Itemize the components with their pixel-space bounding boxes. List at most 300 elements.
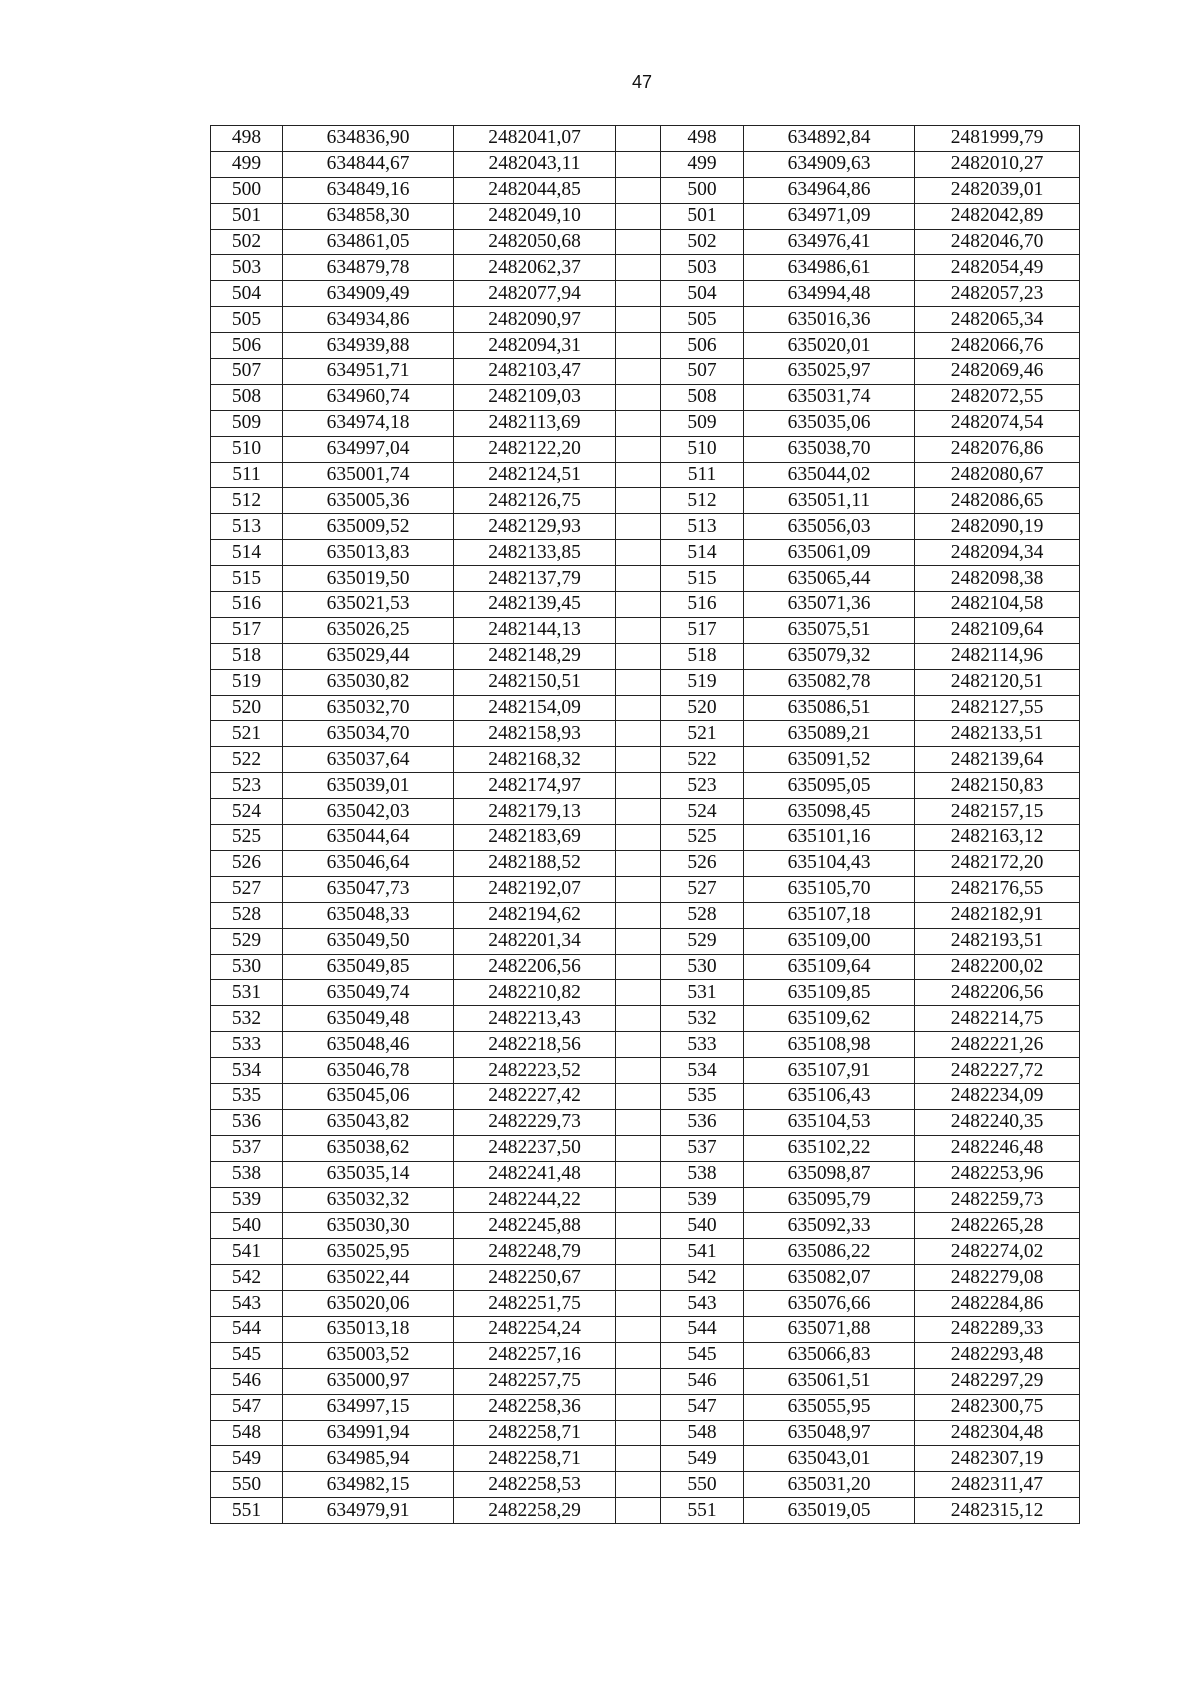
right-point-number-cell: 523 xyxy=(661,773,744,799)
left-point-number-cell: 531 xyxy=(211,980,283,1006)
left-point-number-cell: 540 xyxy=(211,1213,283,1239)
right-y-coordinate-cell: 2482259,73 xyxy=(915,1187,1080,1213)
table-row xyxy=(211,566,1080,592)
left-y-coordinate-cell: 2482154,09 xyxy=(454,695,616,721)
gap-cell xyxy=(616,1394,661,1420)
gap-cell xyxy=(616,384,661,410)
right-x-coordinate-cell: 635079,32 xyxy=(744,643,915,669)
gap-cell xyxy=(616,799,661,825)
left-y-coordinate-cell: 2482258,29 xyxy=(454,1498,616,1524)
gap-cell xyxy=(616,255,661,281)
left-x-coordinate-cell: 635001,74 xyxy=(283,462,454,488)
right-x-coordinate-cell: 635061,51 xyxy=(744,1368,915,1394)
right-point-number-cell: 530 xyxy=(661,954,744,980)
left-point-number-cell: 534 xyxy=(211,1058,283,1084)
right-y-coordinate-cell: 2482293,48 xyxy=(915,1342,1080,1368)
table-row xyxy=(211,540,1080,566)
left-point-number-cell: 545 xyxy=(211,1342,283,1368)
table-row xyxy=(211,1109,1080,1135)
table-row xyxy=(211,1420,1080,1446)
right-y-coordinate-cell: 2482069,46 xyxy=(915,359,1080,385)
left-y-coordinate-cell: 2482258,71 xyxy=(454,1420,616,1446)
table-row xyxy=(211,617,1080,643)
right-point-number-cell: 500 xyxy=(661,177,744,203)
table-row xyxy=(211,1135,1080,1161)
left-point-number-cell: 537 xyxy=(211,1135,283,1161)
right-point-number-cell: 548 xyxy=(661,1420,744,1446)
left-x-coordinate-cell: 635039,01 xyxy=(283,773,454,799)
left-x-coordinate-cell: 634960,74 xyxy=(283,384,454,410)
left-x-coordinate-cell: 634836,90 xyxy=(283,126,454,152)
right-y-coordinate-cell: 2482039,01 xyxy=(915,177,1080,203)
gap-cell xyxy=(616,643,661,669)
left-y-coordinate-cell: 2482043,11 xyxy=(454,151,616,177)
right-x-coordinate-cell: 634971,09 xyxy=(744,203,915,229)
table-row xyxy=(211,1446,1080,1472)
left-x-coordinate-cell: 635019,50 xyxy=(283,566,454,592)
gap-cell xyxy=(616,747,661,773)
right-point-number-cell: 528 xyxy=(661,902,744,928)
right-point-number-cell: 551 xyxy=(661,1498,744,1524)
right-point-number-cell: 535 xyxy=(661,1083,744,1109)
table-row xyxy=(211,928,1080,954)
left-y-coordinate-cell: 2482227,42 xyxy=(454,1083,616,1109)
left-point-number-cell: 546 xyxy=(211,1368,283,1394)
left-x-coordinate-cell: 635045,06 xyxy=(283,1083,454,1109)
left-x-coordinate-cell: 635029,44 xyxy=(283,643,454,669)
left-x-coordinate-cell: 634849,16 xyxy=(283,177,454,203)
left-point-number-cell: 550 xyxy=(211,1472,283,1498)
left-x-coordinate-cell: 635042,03 xyxy=(283,799,454,825)
table-row xyxy=(211,721,1080,747)
right-y-coordinate-cell: 2482120,51 xyxy=(915,669,1080,695)
right-y-coordinate-cell: 2482300,75 xyxy=(915,1394,1080,1420)
right-y-coordinate-cell: 2482193,51 xyxy=(915,928,1080,954)
right-y-coordinate-cell: 2482042,89 xyxy=(915,203,1080,229)
gap-cell xyxy=(616,1498,661,1524)
right-point-number-cell: 527 xyxy=(661,876,744,902)
left-x-coordinate-cell: 635046,64 xyxy=(283,850,454,876)
left-x-coordinate-cell: 635038,62 xyxy=(283,1135,454,1161)
right-point-number-cell: 550 xyxy=(661,1472,744,1498)
right-point-number-cell: 508 xyxy=(661,384,744,410)
right-y-coordinate-cell: 2482284,86 xyxy=(915,1291,1080,1317)
gap-cell xyxy=(616,773,661,799)
right-y-coordinate-cell: 2482227,72 xyxy=(915,1058,1080,1084)
gap-cell xyxy=(616,1316,661,1342)
left-y-coordinate-cell: 2482126,75 xyxy=(454,488,616,514)
table-row xyxy=(211,1316,1080,1342)
right-y-coordinate-cell: 2482086,65 xyxy=(915,488,1080,514)
right-point-number-cell: 543 xyxy=(661,1291,744,1317)
gap-cell xyxy=(616,1006,661,1032)
left-y-coordinate-cell: 2482254,24 xyxy=(454,1316,616,1342)
right-point-number-cell: 533 xyxy=(661,1032,744,1058)
right-y-coordinate-cell: 2482133,51 xyxy=(915,721,1080,747)
left-y-coordinate-cell: 2482137,79 xyxy=(454,566,616,592)
coordinates-table-body xyxy=(211,126,1080,1524)
left-point-number-cell: 520 xyxy=(211,695,283,721)
right-point-number-cell: 513 xyxy=(661,514,744,540)
table-row xyxy=(211,1368,1080,1394)
right-point-number-cell: 539 xyxy=(661,1187,744,1213)
table-row xyxy=(211,436,1080,462)
left-point-number-cell: 542 xyxy=(211,1265,283,1291)
left-y-coordinate-cell: 2482090,97 xyxy=(454,307,616,333)
left-y-coordinate-cell: 2482133,85 xyxy=(454,540,616,566)
left-point-number-cell: 506 xyxy=(211,333,283,359)
left-x-coordinate-cell: 634909,49 xyxy=(283,281,454,307)
gap-cell xyxy=(616,669,661,695)
left-point-number-cell: 503 xyxy=(211,255,283,281)
left-point-number-cell: 512 xyxy=(211,488,283,514)
left-y-coordinate-cell: 2482158,93 xyxy=(454,721,616,747)
left-x-coordinate-cell: 634991,94 xyxy=(283,1420,454,1446)
right-y-coordinate-cell: 2482279,08 xyxy=(915,1265,1080,1291)
table-row xyxy=(211,643,1080,669)
left-x-coordinate-cell: 635032,32 xyxy=(283,1187,454,1213)
left-y-coordinate-cell: 2482044,85 xyxy=(454,177,616,203)
right-x-coordinate-cell: 635107,91 xyxy=(744,1058,915,1084)
table-row xyxy=(211,1394,1080,1420)
left-y-coordinate-cell: 2482213,43 xyxy=(454,1006,616,1032)
right-y-coordinate-cell: 2482172,20 xyxy=(915,850,1080,876)
left-point-number-cell: 498 xyxy=(211,126,283,152)
right-point-number-cell: 516 xyxy=(661,592,744,618)
right-x-coordinate-cell: 635107,18 xyxy=(744,902,915,928)
left-y-coordinate-cell: 2482049,10 xyxy=(454,203,616,229)
gap-cell xyxy=(616,1342,661,1368)
right-x-coordinate-cell: 635071,88 xyxy=(744,1316,915,1342)
left-y-coordinate-cell: 2482050,68 xyxy=(454,229,616,255)
right-y-coordinate-cell: 2482234,09 xyxy=(915,1083,1080,1109)
left-x-coordinate-cell: 635003,52 xyxy=(283,1342,454,1368)
left-y-coordinate-cell: 2482077,94 xyxy=(454,281,616,307)
right-point-number-cell: 503 xyxy=(661,255,744,281)
left-x-coordinate-cell: 635049,85 xyxy=(283,954,454,980)
right-x-coordinate-cell: 635019,05 xyxy=(744,1498,915,1524)
left-y-coordinate-cell: 2482194,62 xyxy=(454,902,616,928)
right-y-coordinate-cell: 2482221,26 xyxy=(915,1032,1080,1058)
right-point-number-cell: 547 xyxy=(661,1394,744,1420)
left-y-coordinate-cell: 2482168,32 xyxy=(454,747,616,773)
right-y-coordinate-cell: 2482176,55 xyxy=(915,876,1080,902)
left-point-number-cell: 517 xyxy=(211,617,283,643)
table-row xyxy=(211,281,1080,307)
left-point-number-cell: 535 xyxy=(211,1083,283,1109)
right-y-coordinate-cell: 2482289,33 xyxy=(915,1316,1080,1342)
left-y-coordinate-cell: 2482179,13 xyxy=(454,799,616,825)
right-point-number-cell: 501 xyxy=(661,203,744,229)
gap-cell xyxy=(616,1109,661,1135)
left-y-coordinate-cell: 2482148,29 xyxy=(454,643,616,669)
left-x-coordinate-cell: 635047,73 xyxy=(283,876,454,902)
table-row xyxy=(211,1083,1080,1109)
right-x-coordinate-cell: 635031,20 xyxy=(744,1472,915,1498)
right-x-coordinate-cell: 635056,03 xyxy=(744,514,915,540)
gap-cell xyxy=(616,954,661,980)
left-y-coordinate-cell: 2482122,20 xyxy=(454,436,616,462)
left-y-coordinate-cell: 2482113,69 xyxy=(454,410,616,436)
right-x-coordinate-cell: 634892,84 xyxy=(744,126,915,152)
table-row xyxy=(211,1291,1080,1317)
right-point-number-cell: 524 xyxy=(661,799,744,825)
table-row xyxy=(211,177,1080,203)
gap-cell xyxy=(616,126,661,152)
right-x-coordinate-cell: 635105,70 xyxy=(744,876,915,902)
right-y-coordinate-cell: 2482072,55 xyxy=(915,384,1080,410)
right-point-number-cell: 545 xyxy=(661,1342,744,1368)
right-point-number-cell: 514 xyxy=(661,540,744,566)
right-y-coordinate-cell: 2482311,47 xyxy=(915,1472,1080,1498)
left-point-number-cell: 508 xyxy=(211,384,283,410)
gap-cell xyxy=(616,333,661,359)
left-y-coordinate-cell: 2482251,75 xyxy=(454,1291,616,1317)
page-number: 47 xyxy=(631,72,653,92)
left-y-coordinate-cell: 2482223,52 xyxy=(454,1058,616,1084)
gap-cell xyxy=(616,151,661,177)
left-x-coordinate-cell: 635005,36 xyxy=(283,488,454,514)
right-x-coordinate-cell: 634964,86 xyxy=(744,177,915,203)
table-row xyxy=(211,902,1080,928)
left-x-coordinate-cell: 635048,33 xyxy=(283,902,454,928)
right-point-number-cell: 499 xyxy=(661,151,744,177)
left-x-coordinate-cell: 634879,78 xyxy=(283,255,454,281)
left-y-coordinate-cell: 2482248,79 xyxy=(454,1239,616,1265)
left-x-coordinate-cell: 635013,18 xyxy=(283,1316,454,1342)
right-y-coordinate-cell: 2482200,02 xyxy=(915,954,1080,980)
right-x-coordinate-cell: 635108,98 xyxy=(744,1032,915,1058)
right-point-number-cell: 505 xyxy=(661,307,744,333)
right-x-coordinate-cell: 635075,51 xyxy=(744,617,915,643)
table-row xyxy=(211,488,1080,514)
table-row xyxy=(211,747,1080,773)
table-row xyxy=(211,799,1080,825)
left-y-coordinate-cell: 2482192,07 xyxy=(454,876,616,902)
left-y-coordinate-cell: 2482250,67 xyxy=(454,1265,616,1291)
right-y-coordinate-cell: 2482182,91 xyxy=(915,902,1080,928)
left-y-coordinate-cell: 2482103,47 xyxy=(454,359,616,385)
left-y-coordinate-cell: 2482201,34 xyxy=(454,928,616,954)
table-row xyxy=(211,669,1080,695)
gap-cell xyxy=(616,617,661,643)
right-x-coordinate-cell: 635095,05 xyxy=(744,773,915,799)
right-point-number-cell: 518 xyxy=(661,643,744,669)
left-point-number-cell: 539 xyxy=(211,1187,283,1213)
table-row xyxy=(211,126,1080,152)
table-row xyxy=(211,1265,1080,1291)
right-point-number-cell: 529 xyxy=(661,928,744,954)
left-y-coordinate-cell: 2482188,52 xyxy=(454,850,616,876)
gap-cell xyxy=(616,203,661,229)
left-x-coordinate-cell: 635034,70 xyxy=(283,721,454,747)
gap-cell xyxy=(616,307,661,333)
gap-cell xyxy=(616,1239,661,1265)
gap-cell xyxy=(616,1058,661,1084)
right-point-number-cell: 510 xyxy=(661,436,744,462)
right-x-coordinate-cell: 635038,70 xyxy=(744,436,915,462)
left-point-number-cell: 529 xyxy=(211,928,283,954)
left-point-number-cell: 510 xyxy=(211,436,283,462)
right-y-coordinate-cell: 2482076,86 xyxy=(915,436,1080,462)
left-x-coordinate-cell: 634858,30 xyxy=(283,203,454,229)
right-y-coordinate-cell: 2482307,19 xyxy=(915,1446,1080,1472)
right-point-number-cell: 504 xyxy=(661,281,744,307)
left-y-coordinate-cell: 2482218,56 xyxy=(454,1032,616,1058)
table-row xyxy=(211,1058,1080,1084)
gap-cell xyxy=(616,436,661,462)
right-x-coordinate-cell: 635016,36 xyxy=(744,307,915,333)
right-y-coordinate-cell: 2482214,75 xyxy=(915,1006,1080,1032)
gap-cell xyxy=(616,1083,661,1109)
left-x-coordinate-cell: 635044,64 xyxy=(283,825,454,851)
gap-cell xyxy=(616,488,661,514)
right-point-number-cell: 526 xyxy=(661,850,744,876)
right-point-number-cell: 522 xyxy=(661,747,744,773)
left-x-coordinate-cell: 634997,15 xyxy=(283,1394,454,1420)
left-y-coordinate-cell: 2482258,36 xyxy=(454,1394,616,1420)
right-y-coordinate-cell: 2482127,55 xyxy=(915,695,1080,721)
right-x-coordinate-cell: 635102,22 xyxy=(744,1135,915,1161)
left-point-number-cell: 518 xyxy=(211,643,283,669)
table-row xyxy=(211,876,1080,902)
left-x-coordinate-cell: 634979,91 xyxy=(283,1498,454,1524)
right-x-coordinate-cell: 635109,85 xyxy=(744,980,915,1006)
left-x-coordinate-cell: 634985,94 xyxy=(283,1446,454,1472)
left-y-coordinate-cell: 2482062,37 xyxy=(454,255,616,281)
right-x-coordinate-cell: 635055,95 xyxy=(744,1394,915,1420)
right-point-number-cell: 542 xyxy=(661,1265,744,1291)
right-y-coordinate-cell: 2482206,56 xyxy=(915,980,1080,1006)
gap-cell xyxy=(616,1213,661,1239)
left-y-coordinate-cell: 2482124,51 xyxy=(454,462,616,488)
right-y-coordinate-cell: 2482253,96 xyxy=(915,1161,1080,1187)
gap-cell xyxy=(616,980,661,1006)
gap-cell xyxy=(616,359,661,385)
left-y-coordinate-cell: 2482237,50 xyxy=(454,1135,616,1161)
table-row xyxy=(211,514,1080,540)
table-row xyxy=(211,1498,1080,1524)
gap-cell xyxy=(616,514,661,540)
right-x-coordinate-cell: 635071,36 xyxy=(744,592,915,618)
table-row xyxy=(211,850,1080,876)
left-point-number-cell: 538 xyxy=(211,1161,283,1187)
right-y-coordinate-cell: 2482157,15 xyxy=(915,799,1080,825)
left-x-coordinate-cell: 634939,88 xyxy=(283,333,454,359)
gap-cell xyxy=(616,825,661,851)
right-y-coordinate-cell: 2482094,34 xyxy=(915,540,1080,566)
right-point-number-cell: 509 xyxy=(661,410,744,436)
right-point-number-cell: 546 xyxy=(661,1368,744,1394)
table-row xyxy=(211,410,1080,436)
left-point-number-cell: 523 xyxy=(211,773,283,799)
left-y-coordinate-cell: 2482245,88 xyxy=(454,1213,616,1239)
left-x-coordinate-cell: 635048,46 xyxy=(283,1032,454,1058)
right-y-coordinate-cell: 2482163,12 xyxy=(915,825,1080,851)
left-point-number-cell: 536 xyxy=(211,1109,283,1135)
table-row xyxy=(211,1187,1080,1213)
left-point-number-cell: 505 xyxy=(211,307,283,333)
left-point-number-cell: 551 xyxy=(211,1498,283,1524)
right-point-number-cell: 531 xyxy=(661,980,744,1006)
left-y-coordinate-cell: 2482174,97 xyxy=(454,773,616,799)
left-point-number-cell: 543 xyxy=(211,1291,283,1317)
left-point-number-cell: 530 xyxy=(211,954,283,980)
right-y-coordinate-cell: 2482054,49 xyxy=(915,255,1080,281)
right-x-coordinate-cell: 634909,63 xyxy=(744,151,915,177)
right-x-coordinate-cell: 634976,41 xyxy=(744,229,915,255)
right-y-coordinate-cell: 2482098,38 xyxy=(915,566,1080,592)
right-point-number-cell: 520 xyxy=(661,695,744,721)
right-x-coordinate-cell: 635101,16 xyxy=(744,825,915,851)
left-point-number-cell: 511 xyxy=(211,462,283,488)
right-y-coordinate-cell: 2482297,29 xyxy=(915,1368,1080,1394)
right-point-number-cell: 536 xyxy=(661,1109,744,1135)
left-y-coordinate-cell: 2482241,48 xyxy=(454,1161,616,1187)
left-x-coordinate-cell: 634951,71 xyxy=(283,359,454,385)
right-y-coordinate-cell: 2482104,58 xyxy=(915,592,1080,618)
left-point-number-cell: 502 xyxy=(211,229,283,255)
left-y-coordinate-cell: 2482109,03 xyxy=(454,384,616,410)
table-row xyxy=(211,1032,1080,1058)
right-point-number-cell: 549 xyxy=(661,1446,744,1472)
left-point-number-cell: 549 xyxy=(211,1446,283,1472)
right-y-coordinate-cell: 2482066,76 xyxy=(915,333,1080,359)
left-x-coordinate-cell: 634934,86 xyxy=(283,307,454,333)
right-y-coordinate-cell: 2482074,54 xyxy=(915,410,1080,436)
gap-cell xyxy=(616,592,661,618)
coordinates-table xyxy=(210,125,1080,1524)
left-x-coordinate-cell: 635030,82 xyxy=(283,669,454,695)
left-y-coordinate-cell: 2482041,07 xyxy=(454,126,616,152)
left-point-number-cell: 514 xyxy=(211,540,283,566)
table-row xyxy=(211,307,1080,333)
right-y-coordinate-cell: 2482150,83 xyxy=(915,773,1080,799)
gap-cell xyxy=(616,1032,661,1058)
right-point-number-cell: 525 xyxy=(661,825,744,851)
right-x-coordinate-cell: 635082,78 xyxy=(744,669,915,695)
gap-cell xyxy=(616,462,661,488)
right-x-coordinate-cell: 635086,51 xyxy=(744,695,915,721)
left-x-coordinate-cell: 635026,25 xyxy=(283,617,454,643)
gap-cell xyxy=(616,1420,661,1446)
table-row xyxy=(211,229,1080,255)
right-point-number-cell: 534 xyxy=(661,1058,744,1084)
gap-cell xyxy=(616,281,661,307)
right-x-coordinate-cell: 635089,21 xyxy=(744,721,915,747)
left-point-number-cell: 522 xyxy=(211,747,283,773)
gap-cell xyxy=(616,928,661,954)
gap-cell xyxy=(616,902,661,928)
gap-cell xyxy=(616,1135,661,1161)
left-point-number-cell: 525 xyxy=(211,825,283,851)
left-x-coordinate-cell: 635000,97 xyxy=(283,1368,454,1394)
left-x-coordinate-cell: 635037,64 xyxy=(283,747,454,773)
left-y-coordinate-cell: 2482144,13 xyxy=(454,617,616,643)
right-y-coordinate-cell: 2482274,02 xyxy=(915,1239,1080,1265)
left-point-number-cell: 548 xyxy=(211,1420,283,1446)
left-y-coordinate-cell: 2482229,73 xyxy=(454,1109,616,1135)
table-row xyxy=(211,203,1080,229)
table-row xyxy=(211,1472,1080,1498)
left-point-number-cell: 541 xyxy=(211,1239,283,1265)
table-row xyxy=(211,151,1080,177)
left-y-coordinate-cell: 2482150,51 xyxy=(454,669,616,695)
gap-cell xyxy=(616,1446,661,1472)
table-row xyxy=(211,592,1080,618)
table-row xyxy=(211,462,1080,488)
right-x-coordinate-cell: 635109,64 xyxy=(744,954,915,980)
